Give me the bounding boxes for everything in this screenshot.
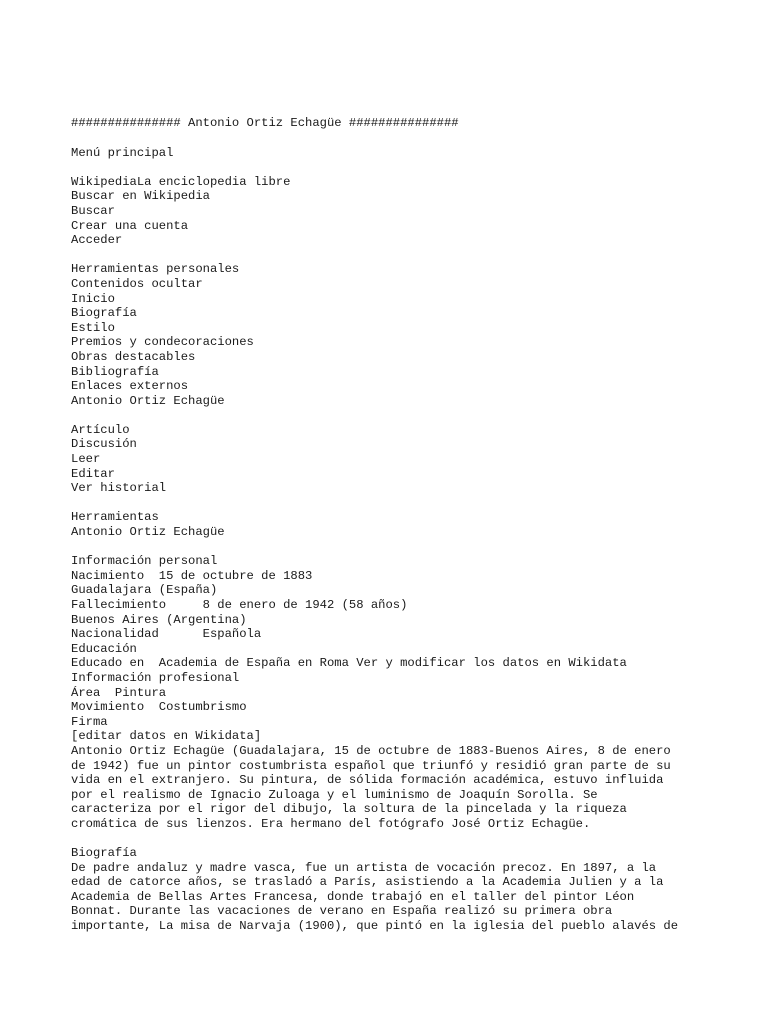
site-name: WikipediaLa enciclopedia libre xyxy=(71,174,291,189)
biography-paragraph-line: edad de catorce años, se trasladó a París, asistiendo a la Academia Julien y a la xyxy=(71,875,664,890)
spacer xyxy=(71,832,731,847)
intro-paragraph-line: de 1942) fue un pintor costumbrista español que triunfó y residió gran parte de su xyxy=(71,758,671,773)
intro-paragraph-line: por el realismo de Ignacio Zuloaga y el luminismo de Joaquín Sorolla. Se xyxy=(71,787,598,802)
header-block xyxy=(71,175,731,248)
biography-paragraph-line: importante, La misa de Narvaja (1900), que pintó en la iglesia del pueblo alavés de xyxy=(71,919,679,934)
tabs-block xyxy=(71,423,731,496)
personal-tools-label: Herramientas personales xyxy=(71,262,240,277)
section-heading-biography: Biografía xyxy=(71,846,137,861)
intro-paragraph-line: cromática de sus lienzos. Era hermano del fotógrafo José Ortiz Echagüe. xyxy=(71,816,591,831)
spacer xyxy=(71,540,731,555)
article-heading: Antonio Ortiz Echagüe xyxy=(71,525,225,540)
spacer xyxy=(71,496,731,511)
infobox-line: Movimiento Costumbrismo xyxy=(71,700,247,715)
search-action: Buscar xyxy=(71,203,115,218)
infobox-line: Nacimiento 15 de octubre de 1883 xyxy=(71,568,313,583)
toc-heading: Contenidos ocultar xyxy=(71,276,203,291)
biography-paragraph-line: Bonnat. Durante las vacaciones de verano en España realizó su primera obra xyxy=(71,904,613,919)
toc-item: Enlaces externos xyxy=(71,379,189,394)
spacer xyxy=(71,408,731,423)
intro-paragraph-line: Antonio Ortiz Echagüe (Guadalajara, 15 de octubre de 1883-Buenos Aires, 8 de enero xyxy=(71,743,671,758)
tab-article: Artículo xyxy=(71,422,130,437)
infobox-line: Guadalajara (España) xyxy=(71,583,218,598)
login-text: Acceder xyxy=(71,233,123,248)
biography-paragraph-line: De padre andaluz y madre vasca, fue un artista de vocación precoz. En 1897, a la xyxy=(71,860,657,875)
article-name: Antonio Ortiz Echagüe xyxy=(71,393,225,408)
toc-block xyxy=(71,262,731,408)
infobox-line: Educado en Academia de España en Roma Ver y modificar los datos en Wikidata xyxy=(71,656,627,671)
tab-history: Ver historial xyxy=(71,481,167,496)
infobox-line: Firma xyxy=(71,714,108,729)
toc-item: Bibliografía xyxy=(71,364,159,379)
infobox-line: Educación xyxy=(71,641,137,656)
infobox-line: [editar datos en Wikidata] xyxy=(71,729,262,744)
tab-discussion: Discusión xyxy=(71,437,137,452)
infobox-block xyxy=(71,554,731,831)
biography-paragraph-line: Academia de Bellas Artes Francesa, donde trabajó en el taller del pintor Léon xyxy=(71,889,635,904)
intro-paragraph-line: caracteriza por el rigor del dibujo, la soltura de la pincelada y la riqueza xyxy=(71,802,627,817)
infobox-line: Área Pintura xyxy=(71,685,167,700)
infobox-line: Información profesional xyxy=(71,670,240,685)
tools-label: Herramientas xyxy=(71,510,159,525)
toc-item: Estilo xyxy=(71,320,115,335)
toc-item: Premios y condecoraciones xyxy=(71,335,254,350)
intro-paragraph-line: vida en el extranjero. Su pintura, de sólida formación académica, estuvo influida xyxy=(71,773,664,788)
infobox-line: Nacionalidad Española xyxy=(71,627,262,642)
toc-item: Biografía xyxy=(71,306,137,321)
spacer xyxy=(71,160,731,175)
main-menu-label: Menú principal xyxy=(71,145,174,160)
create-account-text: Crear una cuenta xyxy=(71,218,189,233)
page-title: ############### Antonio Ortiz Echagüe ############### xyxy=(71,116,459,130)
document-page xyxy=(71,116,731,934)
toc-item: Obras destacables xyxy=(71,349,196,364)
tools-block xyxy=(71,510,731,539)
search-label: Buscar en Wikipedia xyxy=(71,189,210,204)
tab-read: Leer xyxy=(71,452,101,467)
infobox-line: Buenos Aires (Argentina) xyxy=(71,612,247,627)
infobox-line: Fallecimiento 8 de enero de 1942 (58 años) xyxy=(71,598,408,612)
toc-item: Inicio xyxy=(71,291,115,306)
infobox-line: Información personal xyxy=(71,554,218,569)
spacer xyxy=(71,248,731,263)
biography-block xyxy=(71,846,731,934)
tab-edit: Editar xyxy=(71,466,115,481)
